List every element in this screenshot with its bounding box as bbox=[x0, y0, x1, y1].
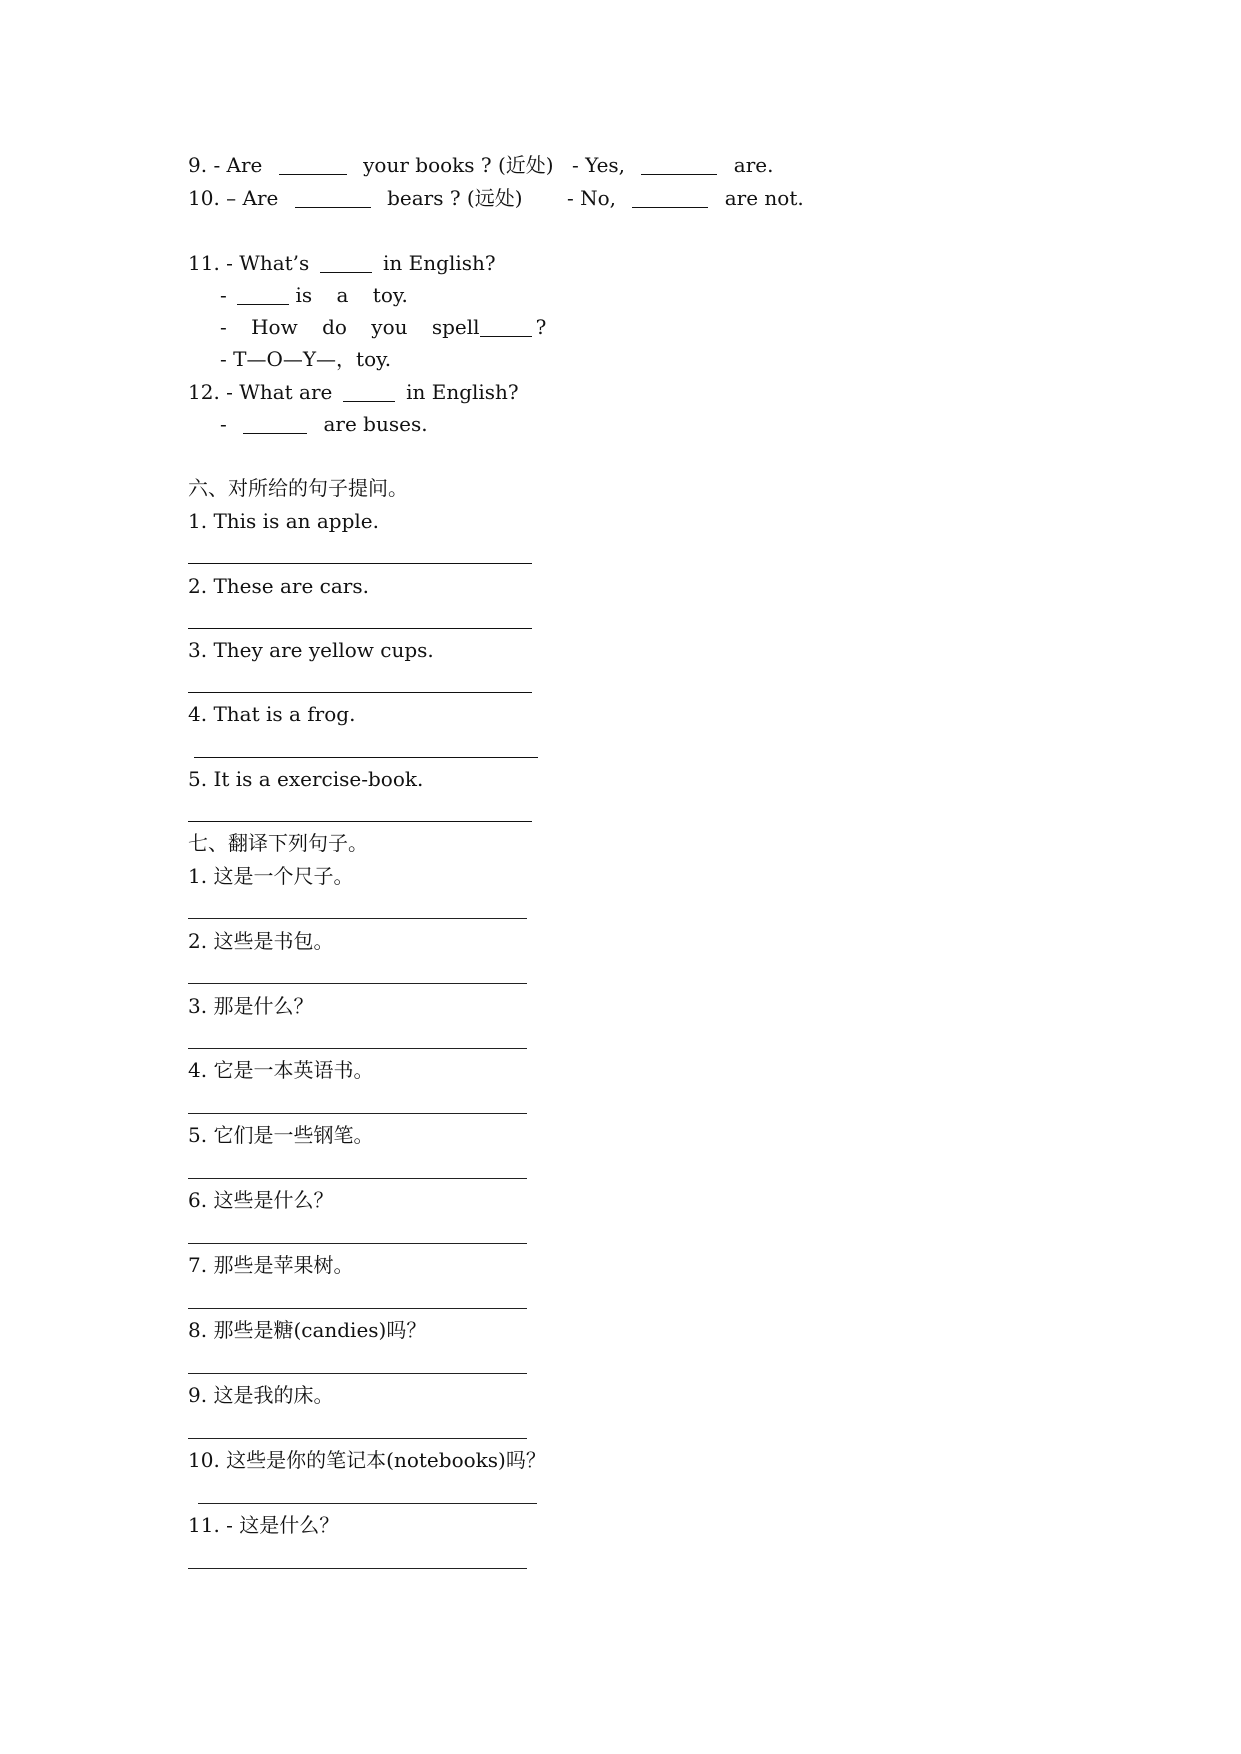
q11-text: 11. - What’s bbox=[188, 251, 310, 275]
question-9-reply bbox=[572, 153, 773, 177]
answer-blank[interactable] bbox=[632, 187, 708, 208]
question-11-line-4: - T—O—Y—，toy. bbox=[220, 347, 392, 371]
answer-blank[interactable] bbox=[320, 252, 372, 273]
answer-blank[interactable] bbox=[279, 154, 347, 175]
question-12-line-2 bbox=[220, 412, 428, 436]
answer-line[interactable] bbox=[188, 1308, 527, 1309]
q12-text: are buses. bbox=[323, 412, 428, 436]
q9-reply-end: are. bbox=[733, 153, 774, 177]
part7-item-2: 2. 这些是书包。 bbox=[188, 929, 334, 953]
answer-line[interactable] bbox=[188, 821, 532, 822]
part7-item-7: 7. 那些是苹果树。 bbox=[188, 1253, 354, 1277]
answer-line[interactable] bbox=[188, 1178, 527, 1179]
section-heading-6: 六、对所给的句子提问。 bbox=[188, 476, 408, 500]
question-10 bbox=[188, 186, 523, 210]
part7-item-10: 10. 这些是你的笔记本(notebooks)吗？ bbox=[188, 1448, 546, 1472]
answer-line[interactable] bbox=[198, 1503, 537, 1504]
answer-blank[interactable] bbox=[480, 316, 532, 337]
part6-item-3: 3. They are yellow cups. bbox=[188, 638, 434, 662]
answer-blank[interactable] bbox=[343, 381, 395, 402]
answer-line[interactable] bbox=[194, 757, 538, 758]
q9-reply-start: - Yes, bbox=[572, 153, 626, 177]
answer-line[interactable] bbox=[188, 1048, 527, 1049]
part6-item-1: 1. This is an apple. bbox=[188, 509, 379, 533]
answer-line[interactable] bbox=[188, 628, 532, 629]
question-11-line-1 bbox=[188, 251, 496, 275]
q10-prefix: 10. – Are bbox=[188, 186, 279, 210]
answer-line[interactable] bbox=[188, 563, 532, 564]
question-10-reply bbox=[567, 186, 804, 210]
answer-line[interactable] bbox=[188, 1113, 527, 1114]
question-11-line-2 bbox=[220, 283, 408, 307]
answer-line[interactable] bbox=[188, 1243, 527, 1244]
question-11-line-3 bbox=[220, 315, 546, 339]
question-12-line-1 bbox=[188, 380, 519, 404]
answer-line[interactable] bbox=[188, 1373, 527, 1374]
part6-item-5: 5. It is a exercise-book. bbox=[188, 767, 424, 791]
part7-item-9: 9. 这是我的床。 bbox=[188, 1383, 334, 1407]
q12-text: 12. - What are bbox=[188, 380, 333, 404]
dash: - bbox=[220, 412, 227, 436]
part7-item-5: 5. 它们是一些钢笔。 bbox=[188, 1123, 374, 1147]
answer-line[interactable] bbox=[188, 1568, 527, 1569]
part7-item-11: 11. - 这是什么？ bbox=[188, 1513, 340, 1537]
q9-text: your books ? (近处) bbox=[363, 153, 554, 177]
part7-item-1: 1. 这是一个尺子。 bbox=[188, 864, 354, 888]
q11-text: is a toy. bbox=[295, 283, 408, 307]
q12-text: in English? bbox=[406, 380, 519, 404]
part7-item-8: 8. 那些是糖(candies)吗？ bbox=[188, 1318, 427, 1342]
question-9 bbox=[188, 153, 554, 177]
answer-line[interactable] bbox=[188, 1438, 527, 1439]
answer-blank[interactable] bbox=[243, 413, 307, 434]
q10-reply-start: - No, bbox=[567, 186, 617, 210]
answer-line[interactable] bbox=[188, 692, 532, 693]
q10-reply-end: are not. bbox=[724, 186, 804, 210]
q11-text: - How do you spell bbox=[220, 315, 480, 339]
part6-item-2: 2. These are cars. bbox=[188, 574, 369, 598]
q11-text: ? bbox=[535, 315, 547, 339]
answer-blank[interactable] bbox=[641, 154, 717, 175]
section-heading-7: 七、翻译下列句子。 bbox=[188, 831, 368, 855]
q11-text: in English? bbox=[383, 251, 496, 275]
part7-item-6: 6. 这些是什么？ bbox=[188, 1188, 334, 1212]
answer-line[interactable] bbox=[188, 983, 527, 984]
answer-blank[interactable] bbox=[237, 284, 289, 305]
q9-prefix: 9. - Are bbox=[188, 153, 263, 177]
part7-item-3: 3. 那是什么？ bbox=[188, 994, 314, 1018]
part6-item-4: 4. That is a frog. bbox=[188, 702, 356, 726]
q10-text: bears ? (远处) bbox=[387, 186, 523, 210]
part7-item-4: 4. 它是一本英语书。 bbox=[188, 1058, 374, 1082]
answer-line[interactable] bbox=[188, 918, 527, 919]
answer-blank[interactable] bbox=[295, 187, 371, 208]
dash: - bbox=[220, 283, 227, 307]
